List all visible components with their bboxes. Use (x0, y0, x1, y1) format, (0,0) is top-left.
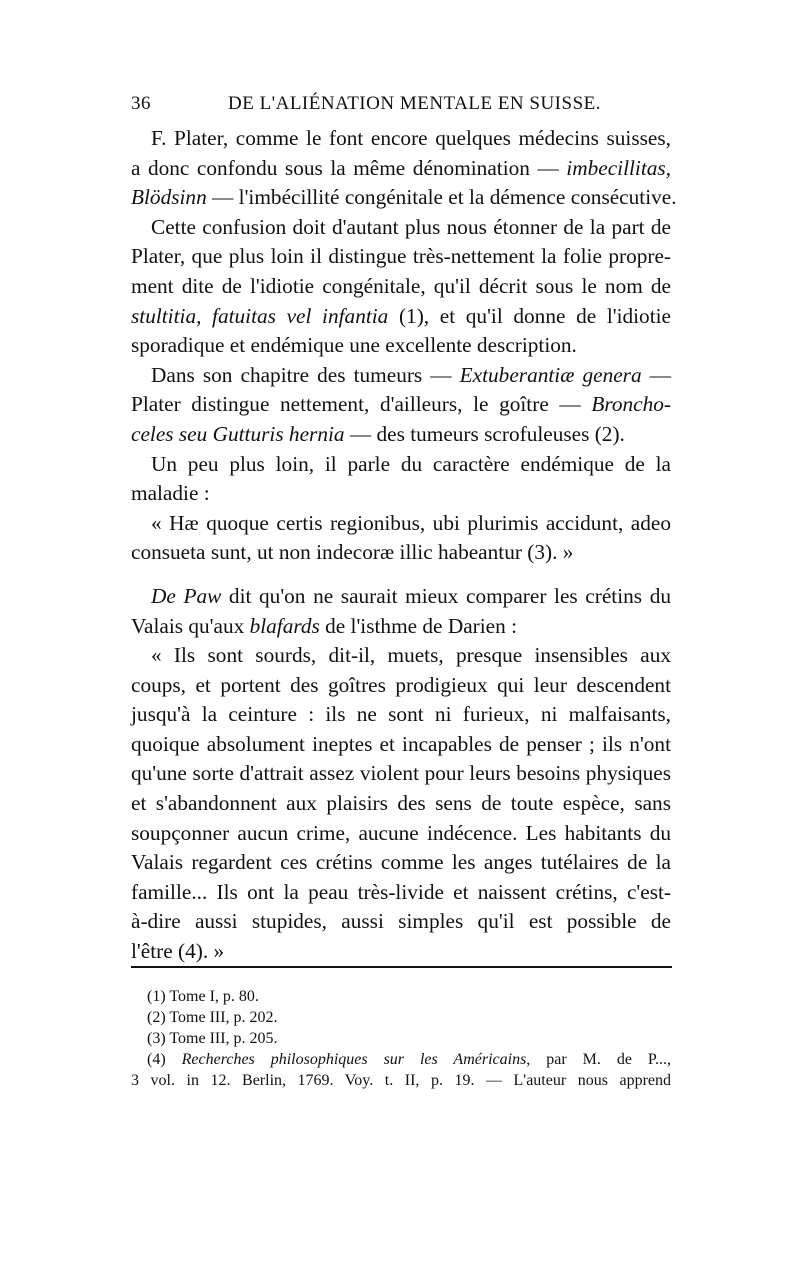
text-line (131, 361, 671, 391)
italic-term: celes seu Gutturis hernia (131, 421, 345, 446)
text-span: (4) (147, 1051, 182, 1068)
italic-term: Extuberantiæ genera (459, 362, 642, 387)
text-line (131, 612, 671, 642)
text-span: (1), et qu'il donne de l'idiotie (388, 303, 671, 328)
text-line: famille... Ils ont la peau très-livide et naissent crétins, c'est- (131, 879, 671, 904)
text-line: sporadique et endémique une excellente description. (131, 333, 577, 358)
text-line: à-dire aussi stupides, aussi simples qu'il est possible de (131, 909, 671, 934)
text-line: Cette confusion doit d'autant plus nous étonner de la part de (151, 214, 671, 239)
text-line: Valais regardent ces crétins comme les anges tutélaires de la (131, 850, 671, 875)
text-span: Plater distingue nettement, d'ailleurs, le goître — (131, 392, 592, 417)
text-span: Valais qu'aux (131, 613, 250, 638)
footnote: (3) Tome III, p. 205. (147, 1030, 278, 1047)
text-line: l'être (4). » (131, 939, 225, 964)
text-line: soupçonner aucun crime, aucune indécence. Les habitants du (131, 820, 671, 845)
footnote (131, 1049, 671, 1070)
text-span: a donc confondu sous la même dénomination — (131, 155, 567, 180)
text-line: coups, et portent des goîtres prodigieux qui leur descendent (131, 672, 671, 697)
paragraph (131, 124, 677, 213)
text-line: F. Plater, comme le font encore quelques médecins suisses, (151, 126, 671, 150)
text-span: , par M. de P..., (526, 1051, 672, 1068)
italic-term: De Paw (151, 583, 222, 608)
paragraph (131, 213, 671, 361)
text-span: dit qu'on ne saurait mieux comparer les crétins du (221, 583, 671, 608)
text-line: « Ils sont sourds, dit-il, muets, presque insensibles aux (151, 643, 671, 668)
text-span: Dans son chapitre des tumeurs — (151, 362, 460, 387)
running-title: DE L'ALIÉNATION MENTALE EN SUISSE. (228, 93, 601, 114)
page-number: 36 (131, 93, 151, 114)
text-line (131, 420, 671, 450)
text-line (131, 302, 671, 332)
text-line: et s'abandonnent aux plaisirs des sens de toute espèce, sans (131, 791, 671, 816)
italic-term: Recherches philosophiques sur les Américains (181, 1051, 527, 1068)
footnotes (131, 986, 671, 1091)
body-text (131, 124, 677, 967)
paragraph-gap (131, 568, 671, 582)
paragraph (131, 450, 671, 509)
text-line: qu'une sorte d'attrait assez violent pour leurs besoins physiques (131, 761, 671, 786)
text-line: « Hæ quoque certis regionibus, ubi plurimis accidunt, adeo (151, 510, 671, 535)
text-line: ment dite de l'idiotie congénitale, qu'il décrit sous le nom de (131, 273, 671, 298)
italic-term: Blödsinn (131, 185, 207, 210)
quotation (131, 641, 671, 967)
text-line: jusqu'à la ceinture : ils ne sont ni furieux, ni malfaisants, (131, 702, 671, 727)
italic-term: imbecillitas, (566, 155, 671, 180)
text-line (131, 390, 671, 420)
footnote-rule (131, 966, 672, 968)
text-line: consueta sunt, ut non indecoræ illic habeantur (3). » (131, 540, 574, 565)
paragraph (131, 361, 671, 450)
footnote: (1) Tome I, p. 80. (147, 988, 259, 1005)
text-line: maladie : (131, 481, 210, 506)
paragraph (131, 582, 671, 641)
quotation (131, 509, 671, 568)
text-line (131, 154, 671, 184)
text-line (131, 183, 677, 213)
text-line: Plater, que plus loin il distingue très-nettement la folie propre- (131, 244, 671, 269)
text-line: Un peu plus loin, il parle du caractère endémique de la (151, 451, 671, 476)
footnote-continuation: 3 vol. in 12. Berlin, 1769. Voy. t. II, p. 19. — L'auteur nous apprend (131, 1072, 671, 1089)
text-line (131, 582, 671, 612)
text-span: — (641, 362, 671, 387)
italic-term: stultitia, fatuitas vel infantia (131, 303, 389, 328)
running-header (131, 93, 671, 121)
text-line: quoique absolument ineptes et incapables de penser ; ils n'ont (131, 731, 671, 756)
text-span: — l'imbécillité congénitale et la démence consécutive. (206, 185, 677, 210)
text-span: de l'isthme de Darien : (319, 613, 518, 638)
footnote: (2) Tome III, p. 202. (147, 1009, 278, 1026)
italic-term: blafards (249, 613, 320, 638)
italic-term: Broncho- (591, 392, 671, 417)
text-span: — des tumeurs scrofuleuses (2). (344, 421, 625, 446)
